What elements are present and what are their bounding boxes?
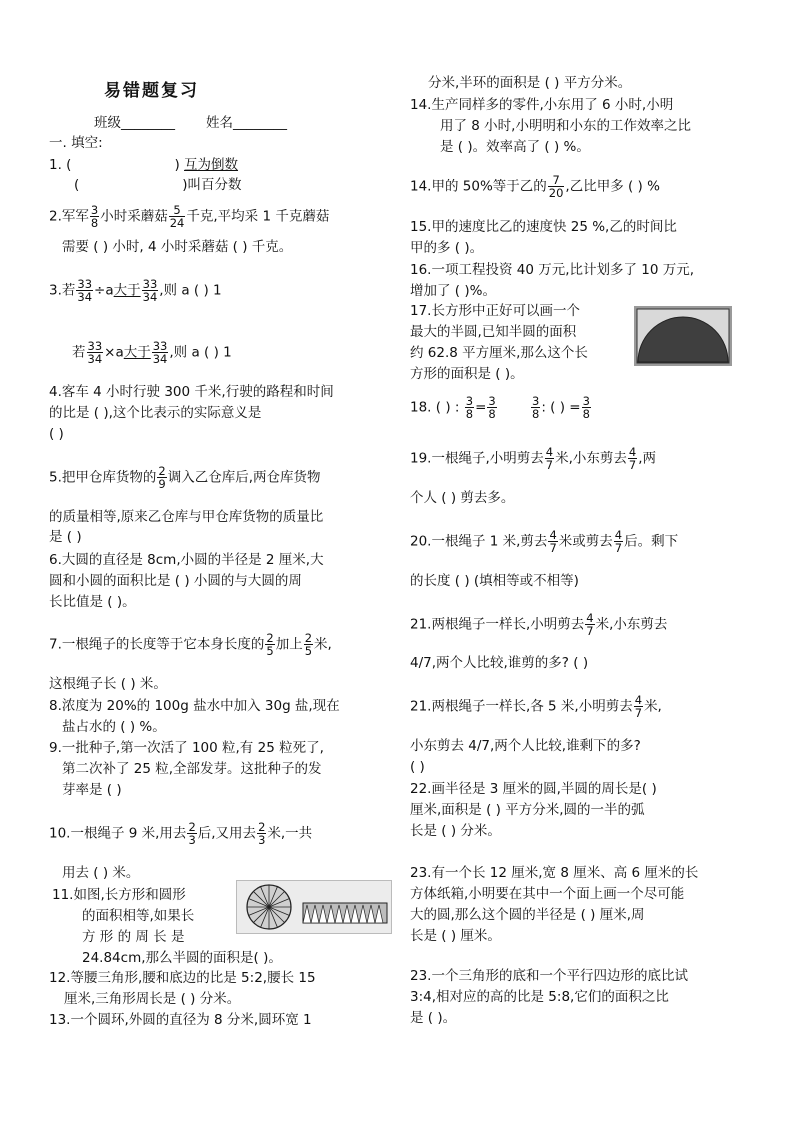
question-20-line2: 的长度 ( ) (填相等或不相等) [410, 573, 579, 589]
question-9-line2: 第二次补了 25 粒,全部发芽。这批种子的发 [62, 761, 322, 777]
question-13-line2: 分米,半环的面积是 ( ) 平方分米。 [428, 75, 632, 91]
question-22-line1: 22.画半径是 3 厘米的圆,半圆的周长是( ) [410, 781, 657, 797]
question-5-line2: 的质量相等,原来乙仓库与甲仓库货物的质量比 [49, 509, 324, 525]
question-9-line3: 芽率是 ( ) [62, 782, 122, 798]
question-20-line1: 20.一根绳子 1 米,剪去 $\frac{4}{7}$ 米或剪去 $\frac{4}{7}$ 后。剩下 [410, 528, 679, 555]
question-23b-line1: 23.一个三角形的底和一个平行四边形的底比试 [410, 968, 688, 984]
question-5-line3: 是 ( ) [49, 529, 82, 545]
name-field: 姓名________ [206, 115, 287, 131]
question-13-line1: 13.一个圆环,外圆的直径为 8 分米,圆环宽 1 [49, 1012, 312, 1028]
question-15-line1: 15.甲的速度比乙的速度快 25 %,乙的时间比 [410, 219, 677, 235]
question-17-line4: 方形的面积是 ( )。 [410, 366, 524, 382]
question-14b: 14.甲的 50%等于乙的 $\frac{7}{20}$ ,乙比甲多 ( ) % [410, 173, 660, 200]
question-3-line2: 若 $\frac{33}{34}$ ×a大于 $\frac{33}{34}$ ,则 a ( ) 1 [72, 339, 232, 366]
question-19-line1: 19.一根绳子,小明剪去 $\frac{4}{7}$ 米,小东剪去 $\frac{4}{7}$ ,两 [410, 445, 657, 472]
question-18: 18. ( ) : $\frac{3}{8}$ = $\frac{3}{8}$ $\frac{3}{8}$ : ( ) = $\frac{3}{8}$ [410, 394, 590, 421]
question-21-line1: 21.两根绳子一样长,小明剪去 $\frac{4}{7}$ 米,小东剪去 [410, 611, 668, 638]
question-16-line2: 增加了 ( )%。 [410, 283, 496, 299]
question-11-line1: 11.如图,长方形和圆形 [52, 887, 186, 903]
question-21b-line1: 21.两根绳子一样长,各 5 米,小明剪去 $\frac{4}{7}$ 米, [410, 693, 662, 720]
question-19-line2: 个人 ( ) 剪去多。 [410, 490, 515, 506]
question-12-line1: 12.等腰三角形,腰和底边的比是 5:2,腰长 15 [49, 970, 316, 986]
question-2-line2: 需要 ( ) 小时, 4 小时采蘑菇 ( ) 千克。 [62, 239, 293, 255]
question-11-line4: 24.84cm,那么半圆的面积是( )。 [82, 950, 282, 966]
question-11-line2: 的面积相等,如果长 [82, 908, 195, 924]
question-7-line2: 这根绳子长 ( ) 米。 [49, 676, 167, 692]
question-8-line2: 盐占水的 ( ) %。 [62, 719, 166, 735]
circle-rearrangement-figure [236, 880, 392, 934]
semicircle-in-rectangle-figure [634, 306, 732, 366]
question-6-line2: 圆和小圆的面积比是 ( ) 小圆的与大圆的周 [49, 573, 302, 589]
question-8-line1: 8.浓度为 20%的 100g 盐水中加入 30g 盐,现在 [49, 698, 340, 714]
question-23-line1: 23.有一个长 12 厘米,宽 8 厘米、高 6 厘米的长 [410, 865, 699, 881]
question-17-line2: 最大的半圆,已知半圆的面积 [410, 324, 577, 340]
question-16-line1: 16.一项工程投资 40 万元,比计划多了 10 万元, [410, 262, 695, 278]
question-6-line1: 6.大圆的直径是 8cm,小圆的半径是 2 厘米,大 [49, 552, 324, 568]
question-15-line2: 甲的多 ( )。 [410, 240, 484, 256]
question-23-line4: 长是 ( ) 厘米。 [410, 928, 501, 944]
question-21b-line3: ( ) [410, 759, 425, 775]
question-4-line3: ( ) [49, 426, 64, 442]
question-12-line2: 厘米,三角形周长是 ( ) 分米。 [64, 991, 241, 1007]
question-17-line3: 约 62.8 平方厘米,那么这个长 [410, 345, 588, 361]
question-4-line2: 的比是 ( ),这个比表示的实际意义是 [49, 405, 262, 421]
question-6-line3: 长比值是 ( )。 [49, 594, 136, 610]
question-21-line2: 4/7,两个人比较,谁剪的多? ( ) [410, 655, 589, 671]
question-23-line3: 大的圆,那么这个圆的半径是 ( ) 厘米,周 [410, 907, 645, 923]
question-21b-line2: 小东剪去 4/7,两个人比较,谁剩下的多? [410, 738, 641, 754]
section-heading: 一. 填空: [49, 135, 103, 151]
question-23-line2: 方体纸箱,小明要在其中一个面上画一个尽可能 [410, 886, 685, 902]
page-title: 易错题复习 [104, 81, 199, 101]
class-field: 班级________ [94, 115, 175, 131]
question-1b: ( )叫百分数 [74, 177, 242, 193]
question-14-line1: 14.生产同样多的零件,小东用了 6 小时,小明 [410, 97, 674, 113]
question-17-line1: 17.长方形中正好可以画一个 [410, 303, 580, 319]
question-3-line1: 3.若 $\frac{33}{34}$ ÷a大于 $\frac{33}{34}$ ,则 a ( ) 1 [49, 277, 222, 304]
question-14-line3: 是 ( )。效率高了 ( ) %。 [440, 139, 590, 155]
question-22-line3: 长是 ( ) 分米。 [410, 823, 501, 839]
question-14-line2: 用了 8 小时,小明明和小东的工作效率之比 [440, 118, 691, 134]
question-11-line3: 方 形 的 周 长 是 [82, 929, 185, 945]
question-9-line1: 9.一批种子,第一次活了 100 粒,有 25 粒死了, [49, 740, 324, 756]
question-10-line2: 用去 ( ) 米。 [62, 865, 140, 881]
question-22-line2: 厘米,面积是 ( ) 平方分米,圆的一半的弧 [410, 802, 645, 818]
question-10-line1: 10.一根绳子 9 米,用去 $\frac{2}{3}$ 后,又用去 $\frac{2}{3}$ 米,一共 [49, 820, 313, 847]
question-4-line1: 4.客车 4 小时行驶 300 千米,行驶的路程和时间 [49, 384, 334, 400]
question-23b-line2: 3:4,相对应的高的比是 5:8,它们的面积之比 [410, 989, 669, 1005]
question-23b-line3: 是 ( )。 [410, 1010, 457, 1026]
question-5-line1: 5.把甲仓库货物的 $\frac{2}{9}$ 调入乙仓库后,两仓库货物 [49, 464, 321, 491]
question-7-line1: 7.一根绳子的长度等于它本身长度的 $\frac{2}{5}$ 加上 $\frac{2}{5}$ 米, [49, 631, 332, 658]
question-2-line1: 2.军军 $\frac{3}{8}$ 小时采蘑菇 $\frac{5}{24}$ 千克,平均采 1 千克蘑菇 [49, 203, 330, 230]
question-1a: 1. ( ) 互为倒数 [49, 157, 239, 173]
